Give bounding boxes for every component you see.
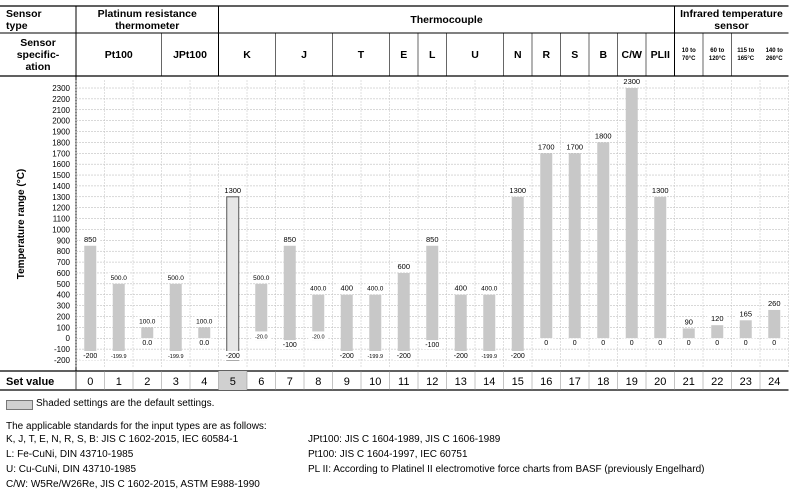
y-tick-label: 200 — [56, 312, 70, 322]
y-tick-label: 100 — [56, 323, 70, 333]
min-value-label: 0 — [572, 340, 577, 348]
set-value-8: 8 — [315, 376, 322, 388]
ir-spec-label-2-b: 165°C — [737, 56, 755, 62]
spec-label-l: L — [429, 49, 436, 61]
max-value-label: 1300 — [651, 185, 669, 195]
y-tick-label: 500 — [56, 279, 70, 289]
min-value-label: -200 — [339, 353, 354, 360]
min-value-label: 0 — [743, 340, 748, 348]
max-value-label: 100.0 — [139, 318, 156, 326]
y-tick-label: 2300 — [52, 84, 70, 93]
max-value-label: 400 — [340, 283, 354, 293]
max-value-label: 100.0 — [196, 318, 213, 326]
spec-label-plii: PLII — [650, 49, 670, 61]
range-bar-0 — [84, 246, 96, 360]
group-infrared-label-2: sensor — [714, 20, 749, 32]
min-value-label: -199.9 — [110, 353, 127, 360]
max-value-label: 400 — [454, 283, 468, 293]
y-tick-label: 900 — [56, 236, 70, 246]
set-value-23: 23 — [739, 376, 752, 388]
default-setting-swatch — [6, 400, 33, 410]
sensor-spec-label-3: ation — [25, 61, 51, 73]
y-tick-label: -200 — [53, 356, 70, 365]
max-value-label: 850 — [283, 234, 297, 244]
range-bar-20 — [654, 197, 666, 338]
sensor-spec-label: Sensor — [20, 37, 56, 49]
set-value-14: 14 — [483, 376, 496, 388]
set-value-16: 16 — [540, 376, 553, 388]
max-value-label: 850 — [425, 234, 439, 244]
y-tick-label: 400 — [56, 290, 70, 300]
max-value-label: 1800 — [594, 131, 612, 141]
y-tick-label: 1300 — [52, 192, 70, 202]
ir-spec-label-2: 115 to — [737, 48, 755, 54]
max-value-label: 400.0 — [481, 285, 498, 293]
sensor-type-label: Sensor — [6, 8, 42, 20]
default-setting-note: Shaded settings are the default settings. — [36, 398, 215, 409]
group-thermocouple-label: Thermocouple — [410, 14, 483, 26]
standard-note-left-3: U: Cu-CuNi, DIN 43710-1985 — [6, 464, 137, 475]
y-tick-label: -100 — [53, 345, 70, 355]
spec-label-j: J — [301, 49, 307, 61]
min-value-label: -199.9 — [367, 353, 384, 360]
set-value-11: 11 — [398, 376, 410, 388]
set-value-6: 6 — [258, 376, 265, 388]
set-value-22: 22 — [711, 376, 724, 388]
set-value-4: 4 — [201, 376, 208, 388]
max-value-label: 1300 — [224, 185, 242, 195]
range-bar-11 — [398, 273, 410, 360]
y-tick-label: 600 — [56, 268, 70, 278]
sensor-spec-label-2: specific- — [16, 49, 60, 61]
ir-spec-label-3-b: 260°C — [765, 56, 783, 62]
range-bar-1 — [110, 284, 127, 360]
set-value-15: 15 — [511, 376, 524, 388]
spec-label-k: K — [243, 49, 251, 61]
min-value-label: -200 — [396, 353, 411, 360]
max-value-label: 90 — [684, 317, 693, 327]
range-bar-9 — [341, 295, 353, 360]
group-platinum-label-2: thermometer — [115, 20, 180, 32]
y-tick-label: 0 — [65, 334, 70, 344]
y-tick-label: 2100 — [52, 105, 70, 115]
min-value-label: 0.0 — [199, 340, 210, 348]
ir-spec-label-1-b: 120°C — [708, 56, 726, 62]
set-value-5: 5 — [229, 376, 236, 388]
min-value-label: 0 — [772, 340, 777, 348]
min-value-label: -100 — [425, 342, 440, 350]
range-bar-18 — [597, 142, 609, 338]
y-tick-label: 2200 — [52, 94, 70, 104]
set-value-9: 9 — [343, 376, 350, 388]
y-tick-label: 1100 — [52, 214, 70, 224]
standard-note-right-3: PL II: According to Platinel II electromotive force charts from BASF (previously Engelhard) — [308, 464, 705, 475]
range-bar-19 — [626, 88, 638, 338]
range-bar-22 — [711, 325, 723, 338]
set-value-20: 20 — [654, 376, 667, 388]
ir-spec-label-0-b: 70°C — [682, 56, 696, 62]
set-value-12: 12 — [426, 376, 439, 388]
y-tick-label: 300 — [56, 301, 70, 311]
set-value-1: 1 — [115, 376, 122, 388]
standard-note-right-1: JPt100: JIS C 1604-1989, JIS C 1606-1989 — [308, 434, 501, 445]
range-bar-7 — [284, 246, 296, 349]
range-bar-12 — [426, 246, 438, 349]
max-value-label: 500.0 — [110, 274, 127, 282]
ir-spec-label-3: 140 to — [765, 48, 783, 54]
range-bar-4 — [198, 327, 210, 338]
max-value-label: 165 — [739, 309, 753, 319]
range-bar-13 — [455, 295, 467, 360]
set-value-19: 19 — [625, 376, 638, 388]
group-platinum-label: Platinum resistance — [97, 8, 197, 20]
set-value-18: 18 — [597, 376, 610, 388]
max-value-label: 400.0 — [367, 285, 384, 293]
y-tick-label: 700 — [56, 258, 70, 268]
y-tick-label: 1500 — [52, 171, 70, 181]
max-value-label: 1700 — [537, 142, 555, 152]
spec-label-r: R — [542, 49, 551, 61]
max-value-label: 260 — [767, 298, 781, 308]
min-value-label: -199.9 — [481, 353, 498, 360]
max-value-label: 500.0 — [167, 274, 184, 282]
spec-label-t: T — [357, 49, 365, 61]
set-value-24: 24 — [768, 376, 781, 388]
max-value-label: 400.0 — [310, 285, 327, 293]
min-value-label: -200 — [83, 353, 98, 360]
standards-intro: The applicable standards for the input types are as follows: — [6, 421, 267, 432]
range-bar-10 — [367, 295, 384, 360]
y-tick-label: 2000 — [52, 116, 70, 126]
range-bar-24 — [768, 310, 780, 338]
y-axis-title: Temperature range (°C) — [16, 168, 27, 280]
standard-note-right-2: Pt100: JIS C 1604-1997, IEC 60751 — [308, 449, 468, 460]
set-value-label: Set value — [6, 376, 55, 388]
spec-label-n: N — [513, 49, 522, 61]
standard-note-left-2: L: Fe-CuNi, DIN 43710-1985 — [6, 449, 134, 460]
spec-label-e: E — [400, 49, 408, 61]
min-value-label: -200 — [225, 353, 240, 360]
range-bar-3 — [167, 284, 184, 360]
range-bar-21 — [683, 328, 695, 338]
max-value-label: 2300 — [623, 77, 641, 86]
min-value-label: -199.9 — [167, 353, 184, 360]
min-value-label: -100 — [282, 342, 297, 350]
min-value-label: 0 — [715, 340, 720, 348]
min-value-label: -200 — [510, 353, 525, 360]
range-bar-16 — [540, 153, 552, 338]
min-value-label: -200 — [453, 353, 468, 360]
ir-spec-label-1: 60 to — [710, 48, 725, 54]
min-value-label: 0 — [686, 340, 691, 348]
spec-label-pt100: Pt100 — [104, 49, 133, 61]
max-value-label: 1700 — [566, 142, 584, 152]
range-bar-17 — [569, 153, 581, 338]
range-bar-15 — [512, 197, 524, 360]
max-value-label: 500.0 — [253, 274, 270, 282]
y-tick-label: 1400 — [52, 181, 70, 191]
group-infrared-label: Infrared temperature — [680, 8, 783, 20]
spec-label-u: U — [471, 49, 479, 61]
standard-note-left-4: C/W: W5Re/W26Re, JIS C 1602-2015, ASTM E988-1990 — [6, 479, 260, 490]
ir-spec-label-0: 10 to — [681, 48, 696, 54]
set-value-17: 17 — [568, 376, 581, 388]
set-value-3: 3 — [172, 376, 179, 388]
range-bar-2 — [141, 327, 153, 338]
y-tick-label: 1600 — [52, 160, 70, 170]
min-value-label: 0 — [629, 340, 634, 348]
y-tick-label: 800 — [56, 247, 70, 257]
y-tick-label: 1900 — [52, 127, 70, 137]
spec-label-cw: C/W — [621, 49, 642, 61]
spec-label-b: B — [599, 49, 608, 61]
max-value-label: 1300 — [509, 185, 527, 195]
min-value-label: 0 — [544, 340, 549, 348]
max-value-label: 120 — [710, 314, 724, 324]
set-value-13: 13 — [454, 376, 467, 388]
y-tick-label: 1800 — [52, 138, 70, 148]
range-bar-23 — [740, 320, 752, 338]
set-value-10: 10 — [369, 376, 382, 388]
standard-note-left-1: K, J, T, E, N, R, S, B: JIS C 1602-2015, IEC 60584-1 — [6, 434, 239, 445]
min-value-label: -20.0 — [311, 334, 325, 341]
min-value-label: 0 — [658, 340, 663, 348]
spec-label-jpt100: JPt100 — [173, 49, 207, 61]
range-bar-14 — [481, 295, 498, 360]
spec-label-s: S — [571, 49, 579, 61]
sensor-type-label-2: type — [6, 20, 28, 32]
set-value-7: 7 — [286, 376, 293, 388]
y-tick-label: 1700 — [52, 149, 70, 159]
min-value-label: 0 — [601, 340, 606, 348]
range-bar-5 — [227, 197, 239, 360]
set-value-2: 2 — [144, 376, 151, 388]
y-tick-label: 1200 — [52, 203, 70, 213]
y-tick-label: 1000 — [52, 225, 70, 235]
min-value-label: 0.0 — [142, 340, 153, 348]
max-value-label: 850 — [83, 234, 97, 244]
set-value-21: 21 — [682, 376, 695, 388]
max-value-label: 600 — [397, 261, 411, 271]
set-value-0: 0 — [87, 376, 94, 388]
min-value-label: -20.0 — [254, 334, 268, 341]
